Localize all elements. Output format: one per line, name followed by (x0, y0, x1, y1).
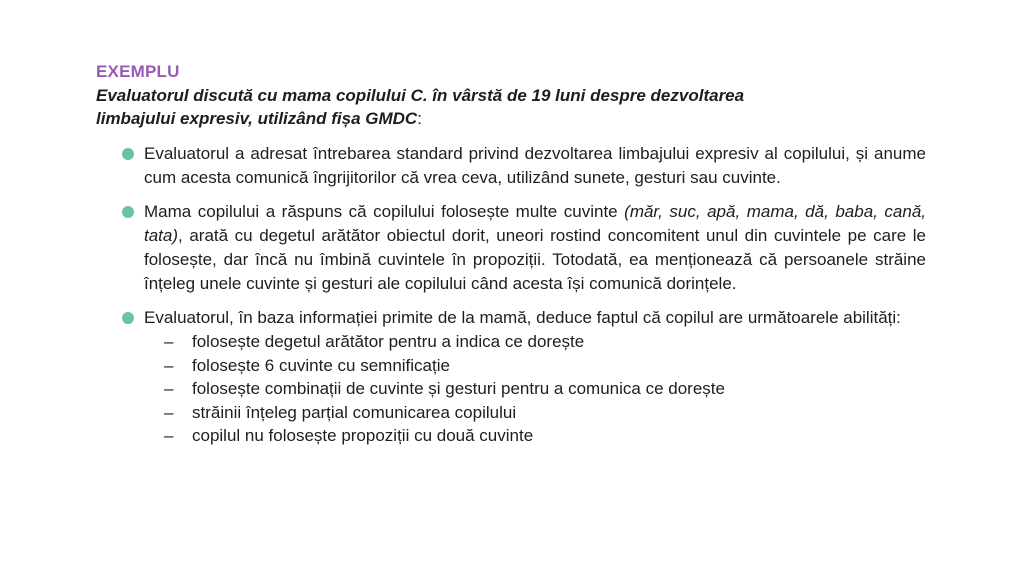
intro-sentence: Evaluatorul discută cu mama copilului C. în vârstă de 19 luni despre dezvoltarea limbajului expresiv, utilizând fișa GMDC (96, 86, 745, 128)
ability-text: folosește 6 cuvinte cu semnificație (192, 355, 450, 375)
ability-item (164, 330, 926, 354)
ability-text: copilul nu folosește propoziții cu două cuvinte (192, 426, 534, 445)
dash-marker: – (164, 355, 174, 375)
bullet-text-before: Mama copilului a răspuns că copilului folosește multe cuvinte (144, 202, 625, 221)
ability-text: străinii înțeleg parțial comunicarea copilului (192, 402, 517, 422)
bullet-text: Evaluatorul, în baza informației primite de la mamă, deduce faptul că copilul are următoarele abilități: (144, 308, 901, 327)
ability-item (164, 377, 926, 401)
bullet-item-conclusion (96, 306, 926, 448)
bullet-dot-icon (122, 312, 134, 324)
bullet-item-question (96, 142, 926, 190)
bullet-text: Evaluatorul a adresat întrebarea standard privind dezvoltarea limbajului expresiv al copilului, și anume cum acesta comunică îngrijitorilor că vrea ceva, utilizând sunete, gesturi sau cuvinte. (144, 144, 926, 187)
dash-marker: – (164, 332, 174, 351)
ability-item (164, 354, 926, 378)
ability-item (164, 424, 926, 448)
ability-text: folosește combinații de cuvinte și gesturi pentru a comunica ce dorește (192, 379, 725, 398)
ability-text: folosește degetul arătător pentru a indica ce dorește (192, 332, 585, 351)
intro-text (96, 84, 816, 130)
bullet-item-answer (96, 200, 926, 296)
bullet-text-after: , arată cu degetul arătător obiectul dorit, uneori rostind concomitent unul din cuvintele pe care le folosește, dar încă nu îmbină cuvintele în propoziții. Totodată, ea menționează că persoanele străine înțeleg unele cuvinte și gesturi ale copilului când acesta își comunică dorințele. (144, 226, 926, 293)
example-heading: EXEMPLU (96, 62, 180, 81)
word-examples: (măr, suc, apă, mama, dă, baba, cană, tata) (144, 202, 926, 245)
dash-marker: – (164, 379, 174, 398)
dash-marker: – (164, 402, 174, 422)
intro-colon: : (417, 109, 422, 128)
dash-marker: – (164, 426, 174, 445)
abilities-list (144, 330, 926, 448)
ability-item (164, 401, 926, 425)
bullet-dot-icon (122, 206, 134, 218)
content (96, 62, 926, 458)
bullet-dot-icon (122, 148, 134, 160)
bullet-list (96, 142, 926, 448)
